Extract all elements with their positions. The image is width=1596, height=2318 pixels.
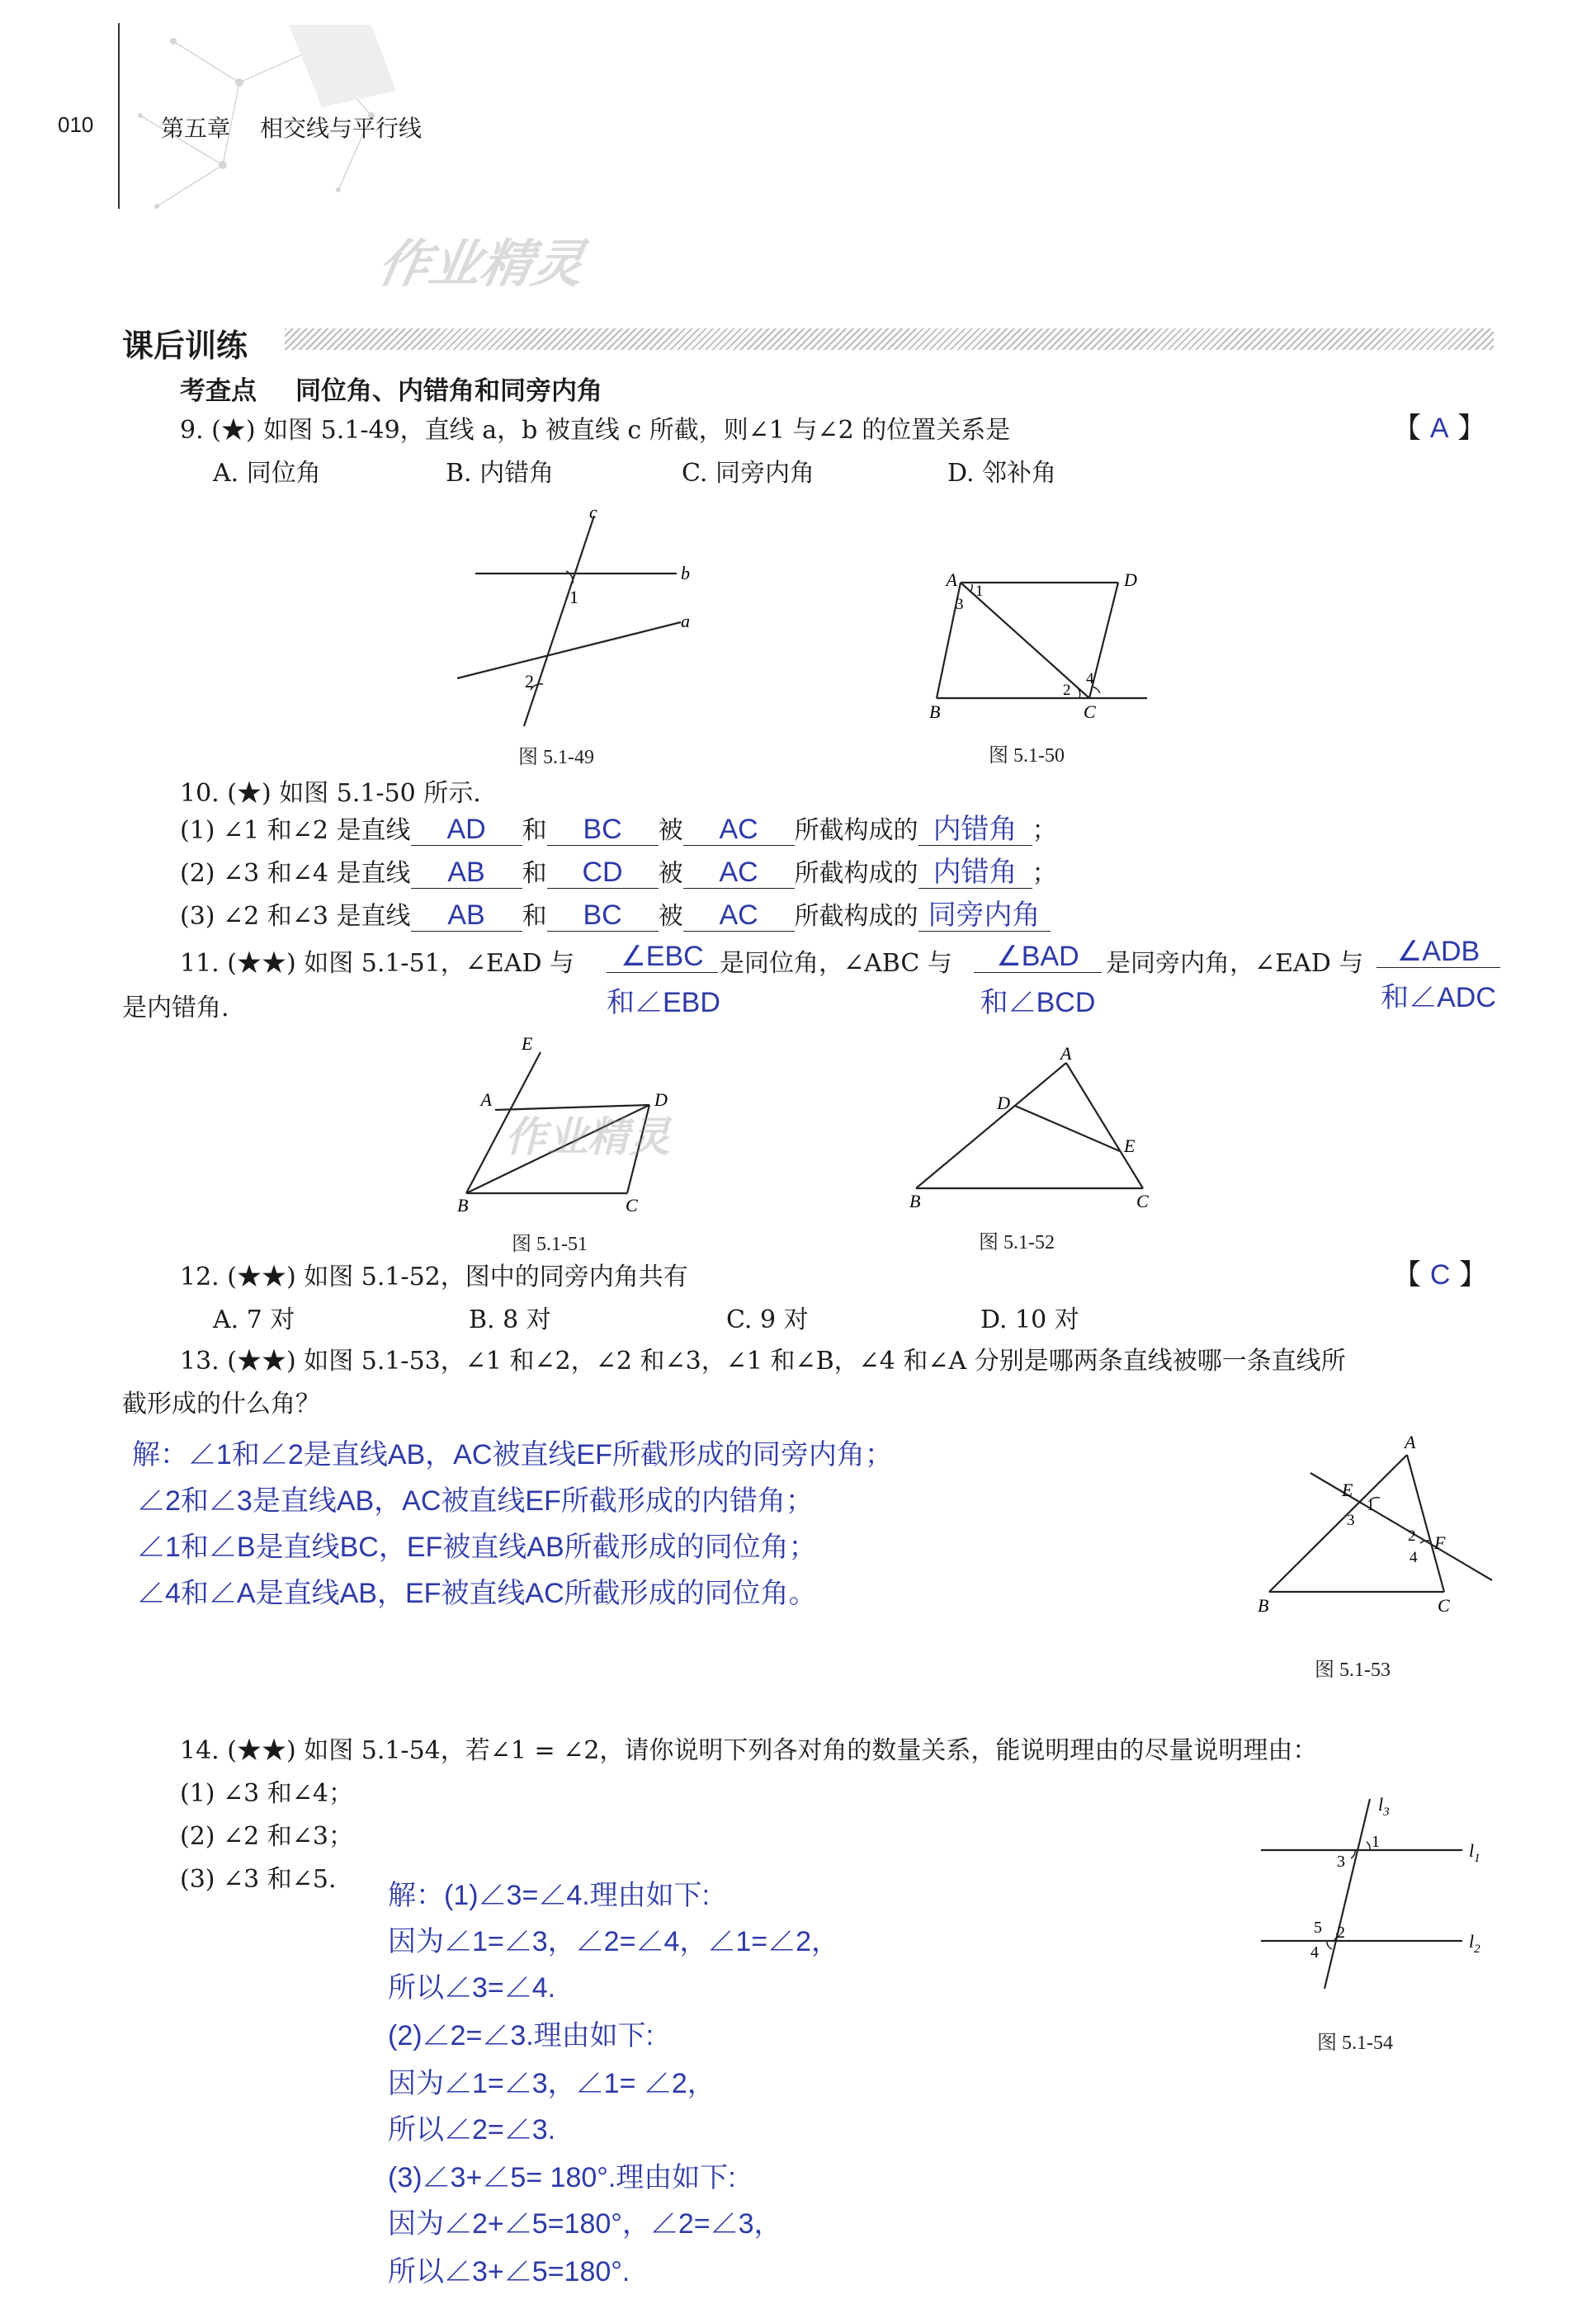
fig52-label-A: A — [1060, 1043, 1072, 1064]
q11-answer-3-line2: 和∠ADC — [1381, 982, 1496, 1013]
fig51-label-E: E — [522, 1033, 533, 1054]
q14-answer-line-4: (2)∠2=∠3.理由如下: — [388, 2020, 654, 2051]
fig54-angle-3: 3 — [1337, 1853, 1345, 1871]
q13-stem-line1: 13. (★★) 如图 5.1-53，∠1 和∠2，∠2 和∠3，∠1 和∠B，∠4 和∠A 分别是哪两条直线被哪一条直线所 — [180, 1347, 1346, 1376]
fig50-angle-2: 2 — [1063, 682, 1071, 699]
q9-option-a: A. 同位角 — [213, 459, 321, 488]
q10-row-1-line-a: AD — [411, 814, 522, 846]
fig50-angle-3: 3 — [956, 596, 964, 613]
q10-row-1-angle-type: 内错角 — [918, 814, 1032, 846]
q11-answer-2-line2: 和∠BCD — [980, 987, 1096, 1018]
q14-answer-line-2: 因为∠1=∠3，∠2=∠4，∠1=∠2， — [388, 1926, 840, 1957]
q10-end: ； — [1032, 859, 1057, 888]
q14-answer-line-9: 所以∠3+∠5=180°. — [388, 2256, 630, 2287]
q10-row-3-angle-type: 同旁内角 — [918, 899, 1051, 932]
q12-option-b: B. 8 对 — [469, 1305, 551, 1334]
q10-row-2-transversal: AC — [683, 857, 795, 889]
q14-part-3: (3) ∠3 和∠5. — [180, 1865, 337, 1894]
q14-answer-line-3: 所以∠3=∠4. — [388, 1972, 556, 2004]
q11-answer-1-line2: 和∠EBD — [607, 987, 720, 1018]
fig50-label-A: A — [946, 569, 957, 590]
figure-5-1-53 — [1246, 1423, 1502, 1622]
q14-part-2: (2) ∠2 和∠3； — [180, 1822, 354, 1851]
figure-5-1-54 — [1254, 1782, 1502, 1997]
q10-row-1-line-b: BC — [547, 814, 659, 846]
q14-answer-line-7: (3)∠3+∠5= 180°.理由如下: — [388, 2162, 736, 2193]
fig53-label-B: B — [1258, 1595, 1269, 1616]
fig50-label-C: C — [1084, 701, 1096, 722]
chapter-label: 第五章 — [161, 115, 231, 142]
q14-answer-line-8: 因为∠2+∠5=180°，∠2=∠3， — [388, 2208, 782, 2240]
q10-row-3 — [180, 899, 1051, 932]
fig53-label-A: A — [1405, 1432, 1416, 1452]
q10-and: 和 — [522, 816, 547, 845]
q10-by: 被 — [658, 902, 683, 931]
fig52-label-E: E — [1124, 1135, 1136, 1156]
q9-answer: A — [1429, 413, 1449, 444]
fig54-angle-4: 4 — [1310, 1943, 1319, 1962]
fig53-label-C: C — [1438, 1595, 1450, 1616]
q14-answer-line-1: 解：(1)∠3=∠4.理由如下: — [388, 1880, 711, 1911]
q9-option-c: C. 同旁内角 — [682, 459, 815, 488]
fig54-l2-sub: 2 — [1474, 1943, 1480, 1956]
q12-option-a: A. 7 对 — [213, 1305, 295, 1334]
q13-answer-line-4: ∠4和∠A是直线AB，EF被直线AC所截形成的同位角。 — [137, 1578, 817, 1609]
figure-5-1-50 — [908, 553, 1172, 734]
q10-row-2-line-b: CD — [547, 857, 659, 889]
q10-row-2-angle-type: 内错角 — [918, 857, 1032, 889]
q11-part-1: 11. (★★) 如图 5.1-51，∠EAD 与 — [180, 949, 575, 978]
fig53-angle-1: 1 — [1367, 1497, 1375, 1514]
fig50-angle-4: 4 — [1086, 670, 1094, 687]
fig50-caption: 图 5.1-50 — [989, 745, 1065, 767]
fig54-l1-sub: 1 — [1474, 1852, 1480, 1865]
q11-answer-3-line1: ∠ADB — [1376, 936, 1500, 968]
fig52-label-C: C — [1136, 1191, 1149, 1211]
fig52-label-D: D — [997, 1093, 1010, 1113]
q14-answer-line-5: 因为∠1=∠3，∠1= ∠2， — [388, 2068, 715, 2099]
fig51-watermark: 作业精灵 — [505, 1113, 670, 1161]
q13-answer-line-1: 解：∠1和∠2是直线AB，AC被直线EF所截形成的同旁内角； — [132, 1439, 893, 1471]
q10-by: 被 — [658, 816, 683, 845]
fig49-label-a: a — [681, 611, 690, 631]
chapter-title: 相交线与平行线 — [260, 115, 423, 142]
watermark: 作业精灵 — [373, 234, 589, 294]
q10-row-1 — [180, 814, 1057, 846]
q10-row-1-transversal: AC — [683, 814, 795, 846]
q10-and: 和 — [522, 859, 547, 888]
q9-option-d: D. 邻补角 — [947, 459, 1057, 488]
topic: 同位角、内错角和同旁内角 — [295, 376, 602, 406]
q12-option-d: D. 10 对 — [980, 1305, 1079, 1334]
q10-formed: 所截构成的 — [794, 859, 918, 888]
fig53-angle-4: 4 — [1409, 1549, 1418, 1566]
q11-part-2: 是同位角，∠ABC 与 — [720, 949, 952, 978]
fig53-label-E: E — [1342, 1480, 1353, 1500]
fig51-caption: 图 5.1-51 — [512, 1234, 588, 1255]
fig49-label-b: b — [681, 563, 690, 583]
section-title: 课后训练 — [122, 328, 248, 364]
q10-row-2 — [180, 857, 1057, 889]
section-title-hatch — [285, 328, 1494, 350]
fig49-angle-2: 2 — [525, 671, 534, 692]
figure-5-1-49 — [446, 503, 710, 734]
q10-by: 被 — [658, 859, 683, 888]
fig49-angle-1: 1 — [569, 587, 578, 607]
fig51-label-C: C — [626, 1195, 638, 1216]
q11-part-4: 是内错角. — [122, 994, 229, 1022]
q10-end: ； — [1032, 816, 1057, 845]
fig54-l1-main: l — [1469, 1840, 1475, 1861]
fig52-caption: 图 5.1-52 — [979, 1232, 1055, 1253]
fig54-l3-sub: 3 — [1383, 1806, 1390, 1819]
q11-answer-2-line1: ∠BAD — [974, 941, 1102, 973]
fig53-label-F: F — [1434, 1532, 1446, 1553]
fig54-angle-5: 5 — [1314, 1919, 1322, 1937]
q10-row-3-line-b: BC — [547, 899, 659, 932]
fig54-angle-2: 2 — [1337, 1924, 1345, 1942]
q13-answer-line-2: ∠2和∠3是直线AB，AC被直线EF所截形成的内错角； — [137, 1485, 814, 1517]
header-rule — [118, 23, 120, 209]
q14-stem: 14. (★★) 如图 5.1-54，若∠1 = ∠2，请你说明下列各对角的数量关系，能说明理由的尽量说明理由： — [180, 1736, 1318, 1765]
fig54-caption: 图 5.1-54 — [1317, 2032, 1393, 2054]
q12-bracket: 【 C 】 — [1393, 1258, 1488, 1291]
q12-stem: 12. (★★) 如图 5.1-52，图中的同旁内角共有 — [180, 1263, 688, 1291]
fig53-angle-2: 2 — [1408, 1527, 1416, 1545]
q13-answer-line-3: ∠1和∠B是直线BC，EF被直线AB所截形成的同位角； — [137, 1532, 817, 1563]
fig50-angle-1: 1 — [975, 583, 984, 600]
fig50-label-B: B — [929, 701, 941, 722]
fig49-caption: 图 5.1-49 — [518, 747, 594, 768]
fig52-label-B: B — [909, 1191, 921, 1211]
figure-5-1-52 — [900, 1040, 1172, 1221]
fig54-l3-main: l — [1378, 1794, 1384, 1815]
q11-answer-1-line1: ∠EBC — [607, 941, 718, 973]
q10-row-1-prefix: (1) ∠1 和∠2 是直线 — [180, 816, 411, 845]
fig50-label-D: D — [1124, 569, 1137, 590]
q12-answer: C — [1429, 1259, 1451, 1291]
q11-part-3: 是同旁内角，∠EAD 与 — [1106, 949, 1364, 978]
q10-row-3-transversal: AC — [683, 899, 795, 932]
fig54-label-l2 — [1469, 1931, 1480, 1956]
fig54-label-l1 — [1469, 1840, 1480, 1865]
q14-answer-line-6: 所以∠2=∠3. — [388, 2114, 556, 2146]
fig54-label-l3 — [1378, 1794, 1390, 1819]
q10-formed: 所截构成的 — [794, 902, 918, 931]
fig54-l2-main: l — [1469, 1931, 1475, 1952]
fig51-label-D: D — [654, 1089, 668, 1110]
fig53-caption: 图 5.1-53 — [1315, 1659, 1391, 1681]
q9-bracket: 【 A 】 — [1393, 412, 1486, 445]
q9-option-b: B. 内错角 — [446, 459, 555, 488]
q12-option-c: C. 9 对 — [726, 1305, 809, 1334]
q10-row-3-prefix: (3) ∠2 和∠3 是直线 — [180, 902, 411, 931]
topic-label: 考查点 — [180, 376, 257, 406]
q10-formed: 所截构成的 — [794, 816, 918, 845]
page-number: 010 — [58, 112, 94, 137]
q10-stem: 10. (★) 如图 5.1-50 所示. — [180, 779, 481, 808]
q13-stem-line2: 截形成的什么角？ — [122, 1390, 320, 1419]
figure-5-1-51 — [446, 1032, 710, 1221]
fig49-label-c: c — [589, 503, 597, 522]
q10-row-2-line-a: AB — [411, 857, 522, 889]
fig51-label-B: B — [457, 1195, 469, 1216]
q10-and: 和 — [522, 902, 547, 931]
fig53-angle-3: 3 — [1347, 1512, 1355, 1529]
q10-row-2-prefix: (2) ∠3 和∠4 是直线 — [180, 859, 411, 888]
fig51-label-A: A — [480, 1089, 492, 1110]
q14-part-1: (1) ∠3 和∠4； — [180, 1779, 354, 1808]
fig54-angle-1: 1 — [1372, 1833, 1380, 1851]
q9-stem: 9. (★) 如图 5.1-49，直线 a，b 被直线 c 所截，则∠1 与∠2 的位置关系是 — [180, 416, 1011, 445]
q10-row-3-line-a: AB — [411, 899, 522, 932]
